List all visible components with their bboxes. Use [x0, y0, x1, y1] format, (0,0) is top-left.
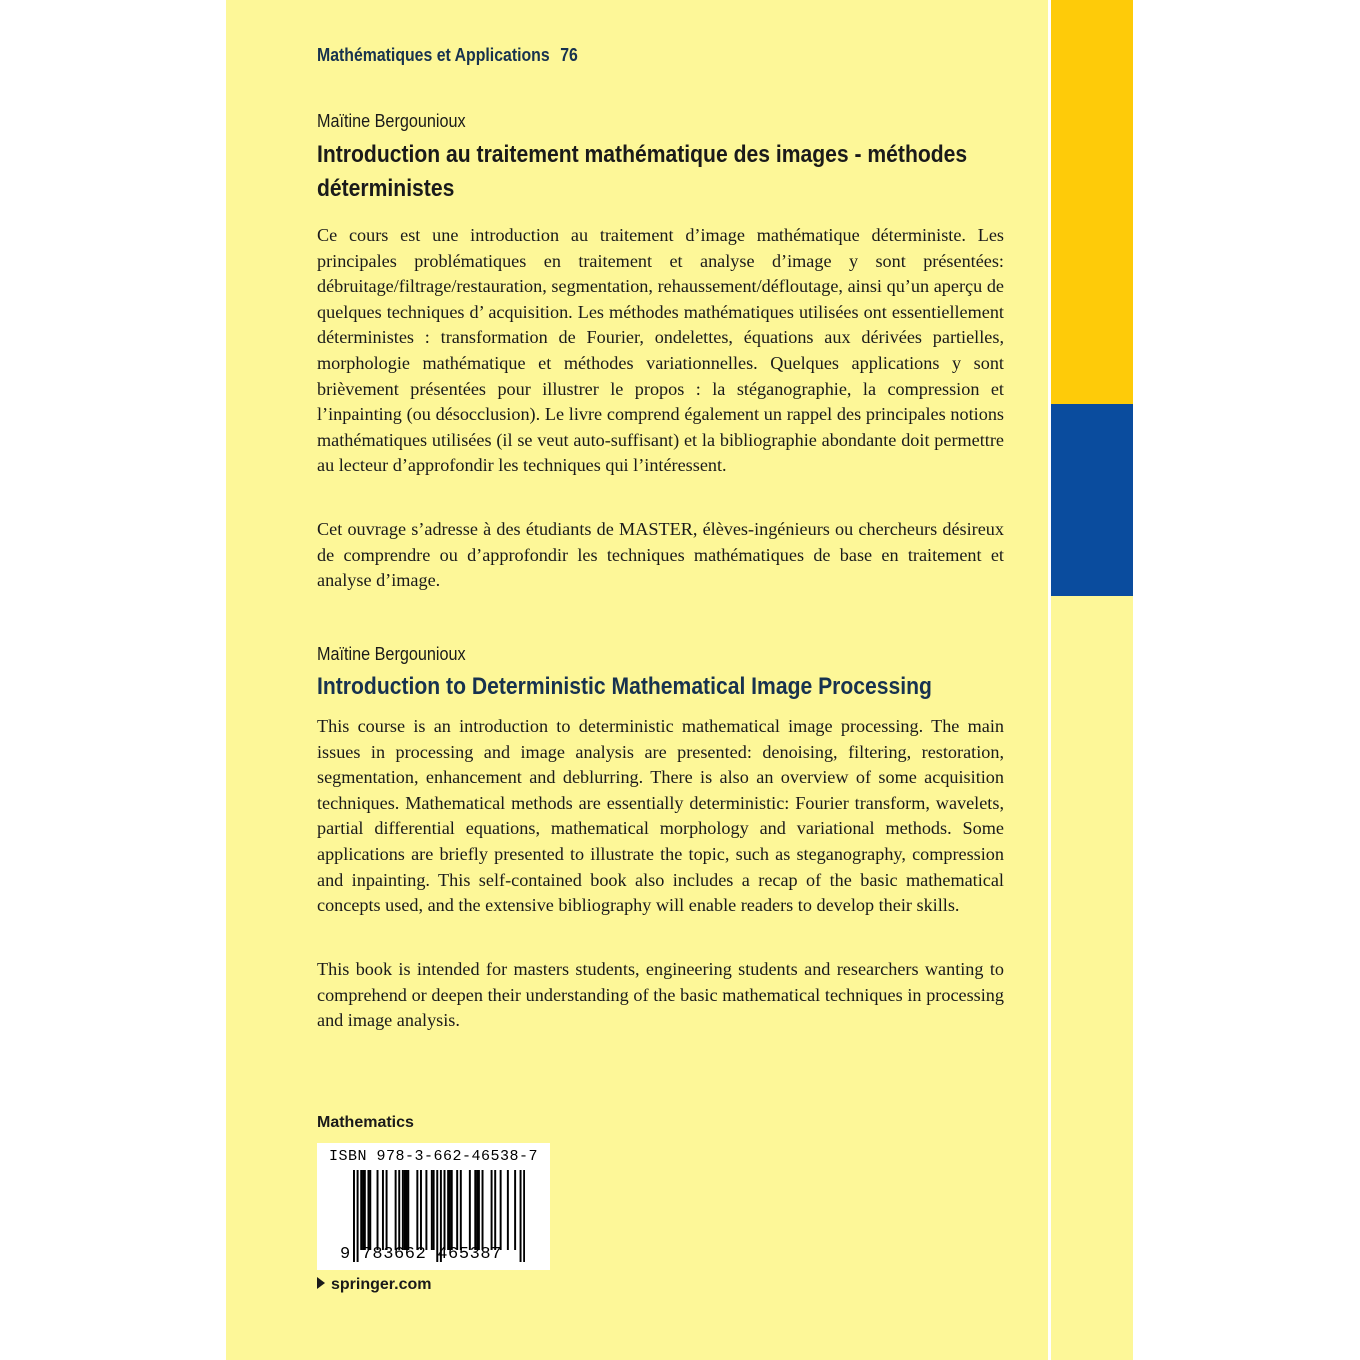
barcode-bar — [402, 1170, 404, 1250]
barcode-bar — [444, 1170, 446, 1250]
barcode-bar — [507, 1170, 509, 1250]
author-name-en: Maïtine Bergounioux — [317, 644, 466, 664]
description-en-1: This course is an introduction to deterministic mathematical image processing. The main issues in processing and image analysis are presented: denoising, filtering, restoration, segmentation, enhancement and deblurring. There is also an overview of some acquisition techniques. Mathematical methods are essentially deterministic: Fourier transform, wavelets, partial differential equations, mathematical morphology and variational methods. Some applications are briefly presented to illustrate the topic, such as steganography, compression and inpainting. This self-contained book also includes a recap of the basic mathematical concepts used, and the extensive bibliography will enable readers to develop their skills. — [317, 716, 1004, 916]
author-name-fr: Maïtine Bergounioux — [317, 111, 466, 131]
publisher-link-text: springer.com — [331, 1276, 432, 1293]
barcode-bar — [478, 1170, 480, 1250]
description-fr-1: Ce cours est une introduction au traitement d’image mathématique déterministe. Les principales problématiques en traitement et analyse d’image y sont présentées: débruitage/filtrage/restauration, segmentation, rehaussement/défloutage, ainsi qu’un aperçu de quelques techniques d’ acquisition. Les méthodes mathématiques utilisées ont essentiellement déterministes : transformation de Fourier, ondelettes, équations aux dérivées partielles, morphologie mathématique et méthodes variationnelles. Quelques applications y sont brièvement présentées pour illustrer le propos : la stéganographie, la compression et l’inpainting (ou désocclusion). Le livre comprend également un rappel des principales notions mathématiques utilisées (il se veut auto-suffisant) et la bibliographie abondante doit permettre au lecteur d’approfondir les techniques qui l’intéressent. — [317, 225, 1004, 476]
barcode-digits: 9 783662 465387 — [340, 1245, 503, 1264]
barcode-bar — [520, 1170, 522, 1262]
barcode-bar — [494, 1170, 496, 1250]
barcode-bar — [398, 1170, 400, 1250]
barcode-bar — [523, 1170, 525, 1262]
spine-stripe-yellow — [1051, 0, 1133, 404]
barcode-bar — [407, 1170, 409, 1250]
publisher-link[interactable] — [317, 1276, 431, 1294]
barcode-bar — [451, 1170, 453, 1250]
series-title — [317, 45, 578, 66]
barcode-bar — [362, 1170, 364, 1250]
series-name: Mathématiques et Applications — [317, 45, 550, 65]
arrow-right-icon — [317, 1277, 325, 1289]
spine-stripe-blue — [1051, 404, 1133, 596]
barcode-bar — [406, 1170, 408, 1250]
barcode-bar — [395, 1170, 397, 1250]
subject-label: Mathematics — [317, 1114, 414, 1131]
barcode-bar — [416, 1170, 418, 1250]
barcode-bar — [500, 1170, 502, 1250]
barcode-bar — [476, 1170, 478, 1250]
description-en-2: This book is intended for masters students, engineering students and researchers wanting to comprehend or deepen their understanding of the basic mathematical techniques in processing and image analysis. — [317, 959, 1004, 1031]
barcode-bar — [449, 1170, 451, 1250]
series-number: 76 — [560, 45, 578, 65]
barcode-bar — [514, 1170, 516, 1250]
isbn-label: ISBN 978-3-662-46538-7 — [329, 1148, 539, 1165]
description-fr-2: Cet ouvrage s’adresse à des étudiants de MASTER, élèves-ingénieurs ou chercheurs désireux de comprendre ou d’approfondir les techniques mathématiques de base en traitement et analyse d’image. — [317, 519, 1004, 591]
barcode-bar — [491, 1170, 493, 1250]
isbn-barcode — [317, 1143, 550, 1270]
barcode-bar — [447, 1170, 449, 1250]
barcode-bar — [469, 1170, 471, 1250]
barcode-bar — [431, 1170, 433, 1250]
book-title-en: Introduction to Deterministic Mathematical Image Processing — [317, 673, 932, 700]
barcode-bar — [456, 1170, 458, 1250]
barcode-bar — [482, 1170, 484, 1250]
barcode-bar — [377, 1170, 379, 1250]
barcode-bar — [382, 1170, 384, 1250]
barcode-bar — [404, 1170, 406, 1250]
barcode-bar — [367, 1170, 369, 1250]
barcode-bar — [474, 1170, 476, 1250]
barcode-bar — [460, 1170, 462, 1250]
barcode-bar — [364, 1170, 366, 1250]
spine-stripe-pale — [1051, 596, 1133, 1360]
book-title-fr: Introduction au traitement mathématique des images - méthodes déterministes — [317, 141, 968, 202]
barcode-bar — [386, 1170, 388, 1250]
barcode-bar — [433, 1170, 435, 1250]
barcode-bar — [420, 1170, 422, 1250]
barcode-bar — [425, 1170, 427, 1250]
barcode-bar — [360, 1170, 362, 1250]
barcode-bar — [369, 1170, 371, 1250]
